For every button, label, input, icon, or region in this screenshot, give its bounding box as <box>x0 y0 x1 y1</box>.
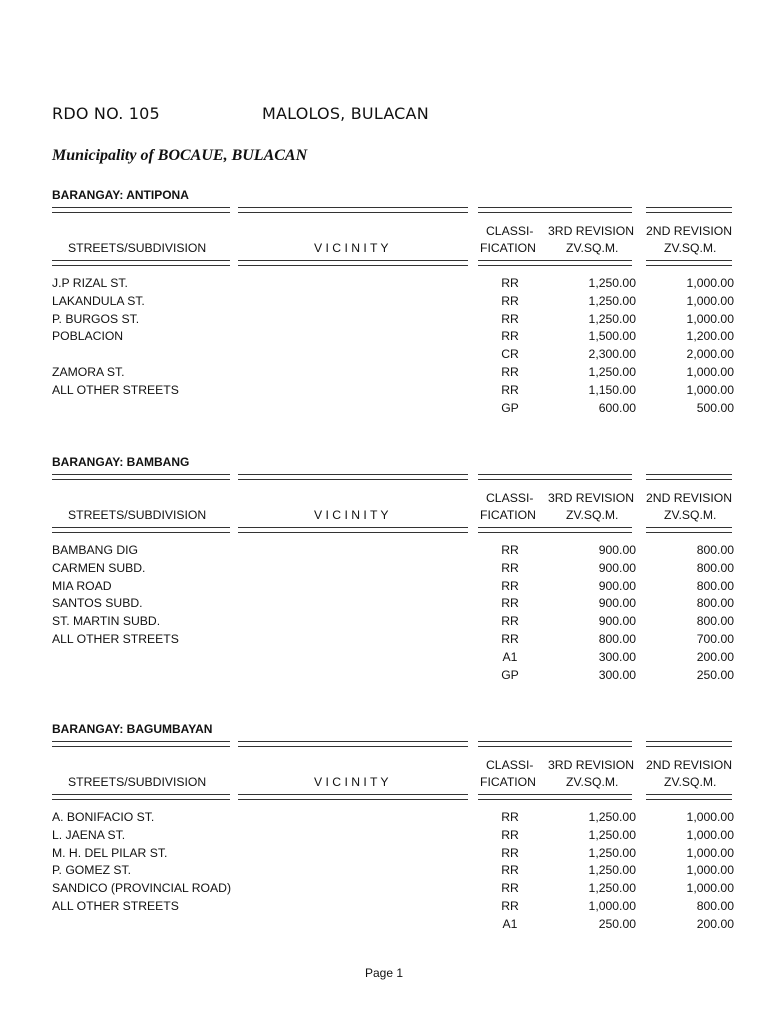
second-revision-value: 1,000.00 <box>686 276 734 290</box>
street-name: CARMEN SUBD. <box>52 560 146 575</box>
third-revision-value: 1,250.00 <box>588 863 636 878</box>
classification: RR <box>501 881 519 896</box>
classification: GP <box>501 400 519 415</box>
second-revision-value: 1,000.00 <box>686 365 734 379</box>
separator-line <box>52 527 742 541</box>
table-row <box>0 614 768 632</box>
street-name: ALL OTHER STREETS <box>52 382 179 397</box>
column-header-3rd-bottom: ZV.SQ.M. <box>566 241 619 255</box>
second-revision-value: 800.00 <box>696 578 734 593</box>
separator-line <box>52 794 742 808</box>
column-header-3rd-bottom: ZV.SQ.M. <box>566 775 619 789</box>
classification: RR <box>501 614 519 629</box>
third-revision-value: 1,500.00 <box>588 329 636 344</box>
second-revision-value: 1,000.00 <box>686 827 734 842</box>
third-revision-value: 1,250.00 <box>588 276 636 290</box>
column-header-2nd-bottom: ZV.SQ.M. <box>664 775 717 789</box>
second-revision-value: 800.00 <box>696 596 734 611</box>
second-revision-value: 1,000.00 <box>686 382 734 397</box>
second-revision-value: 1,000.00 <box>686 863 734 878</box>
street-name: MIA ROAD <box>52 578 112 593</box>
column-header-class-top: CLASSI- <box>486 224 534 238</box>
table-row <box>0 846 768 864</box>
second-revision-value: 800.00 <box>696 614 734 629</box>
street-name: P. GOMEZ ST. <box>52 863 132 878</box>
column-header-vicinity: V I C I N I T Y <box>314 775 389 789</box>
second-revision-value: 1,000.00 <box>686 311 734 326</box>
street-name: L. JAENA ST. <box>52 827 126 842</box>
second-revision-value: 200.00 <box>696 649 734 664</box>
second-revision-value: 1,000.00 <box>686 293 734 308</box>
street-name: ALL OTHER STREETS <box>52 899 179 913</box>
table-row <box>0 668 768 686</box>
column-header-2nd-top: 2ND REVISION <box>646 491 733 505</box>
third-revision-value: 300.00 <box>598 649 636 664</box>
classification: RR <box>501 276 519 290</box>
table-row <box>0 294 768 312</box>
table-row <box>0 579 768 597</box>
classification: RR <box>501 382 519 397</box>
table-row <box>0 596 768 614</box>
column-header-vicinity: V I C I N I T Y <box>314 241 389 255</box>
street-name: J.P RIZAL ST. <box>52 276 128 290</box>
table-row <box>0 561 768 579</box>
separator-line <box>52 207 742 221</box>
street-name: P. BURGOS ST. <box>52 311 140 326</box>
classification: RR <box>501 863 519 878</box>
column-header-2nd-bottom: ZV.SQ.M. <box>664 508 717 522</box>
column-header-3rd-top: 3RD REVISION <box>548 758 635 772</box>
table-row <box>0 347 768 365</box>
column-header-vicinity: V I C I N I T Y <box>314 508 389 522</box>
third-revision-value: 900.00 <box>598 596 636 611</box>
rdo-number: RDO NO. 105 <box>52 104 160 123</box>
page-number: Page 1 <box>364 966 404 980</box>
third-revision-value: 900.00 <box>598 543 636 557</box>
barangay-title: BARANGAY: BAMBANG <box>52 455 190 469</box>
second-revision-value: 250.00 <box>696 667 734 682</box>
column-header-2nd-bottom: ZV.SQ.M. <box>664 241 717 255</box>
classification: RR <box>501 899 519 913</box>
separator-line <box>52 741 742 755</box>
second-revision-value: 800.00 <box>696 899 734 913</box>
third-revision-value: 900.00 <box>598 560 636 575</box>
street-name: POBLACION <box>52 329 124 344</box>
classification: RR <box>501 329 519 344</box>
table-row <box>0 881 768 899</box>
street-name: M. H. DEL PILAR ST. <box>52 845 168 860</box>
table-row <box>0 632 768 650</box>
third-revision-value: 1,250.00 <box>588 827 636 842</box>
classification: RR <box>501 845 519 860</box>
second-revision-value: 800.00 <box>696 560 734 575</box>
table-row <box>0 401 768 419</box>
column-header-class-bottom: FICATION <box>480 508 536 522</box>
column-header-streets: STREETS/SUBDIVISION <box>68 508 207 522</box>
street-name: ST. MARTIN SUBD. <box>52 614 161 629</box>
column-header-class-bottom: FICATION <box>480 241 536 255</box>
municipality-title: Municipality of BOCAUE, BULACAN <box>52 147 308 164</box>
third-revision-value: 300.00 <box>598 667 636 682</box>
second-revision-value: 1,200.00 <box>686 329 734 344</box>
classification: RR <box>501 365 519 379</box>
street-name: BAMBANG DIG <box>52 543 139 557</box>
classification: RR <box>501 632 519 646</box>
table-row <box>0 365 768 383</box>
third-revision-value: 1,150.00 <box>588 382 636 397</box>
second-revision-value: 700.00 <box>696 632 734 646</box>
separator-line <box>52 474 742 488</box>
classification: RR <box>501 311 519 326</box>
classification: A1 <box>502 649 518 664</box>
third-revision-value: 900.00 <box>598 578 636 593</box>
second-revision-value: 500.00 <box>696 400 734 415</box>
separator-line <box>52 260 742 274</box>
third-revision-value: 1,250.00 <box>588 365 636 379</box>
third-revision-value: 800.00 <box>598 632 636 646</box>
column-header-2nd-top: 2ND REVISION <box>646 224 733 238</box>
third-revision-value: 250.00 <box>598 916 636 931</box>
classification: GP <box>501 667 519 682</box>
second-revision-value: 800.00 <box>696 543 734 557</box>
table-row <box>0 863 768 881</box>
column-header-class-top: CLASSI- <box>486 758 534 772</box>
classification: CR <box>501 347 519 362</box>
street-name: LAKANDULA ST. <box>52 293 145 308</box>
third-revision-value: 1,250.00 <box>588 293 636 308</box>
classification: RR <box>501 827 519 842</box>
third-revision-value: 600.00 <box>598 400 636 415</box>
third-revision-value: 1,250.00 <box>588 311 636 326</box>
second-revision-value: 200.00 <box>696 916 734 931</box>
table-row <box>0 312 768 330</box>
street-name: ALL OTHER STREETS <box>52 632 179 646</box>
column-header-class-top: CLASSI- <box>486 491 534 505</box>
classification: RR <box>501 560 519 575</box>
column-header-2nd-top: 2ND REVISION <box>646 758 733 772</box>
second-revision-value: 1,000.00 <box>686 881 734 896</box>
document-header <box>52 104 429 123</box>
third-revision-value: 900.00 <box>598 614 636 629</box>
table-row <box>0 543 768 561</box>
column-header-3rd-bottom: ZV.SQ.M. <box>566 508 619 522</box>
street-name: A. BONIFACIO ST. <box>52 810 155 824</box>
street-name: SANDICO (PROVINCIAL ROAD) <box>52 881 231 896</box>
second-revision-value: 1,000.00 <box>686 810 734 824</box>
table-row <box>0 810 768 828</box>
street-name: SANTOS SUBD. <box>52 596 143 611</box>
third-revision-value: 2,300.00 <box>588 347 636 362</box>
third-revision-value: 1,250.00 <box>588 810 636 824</box>
second-revision-value: 1,000.00 <box>686 845 734 860</box>
classification: RR <box>501 543 519 557</box>
classification: RR <box>501 596 519 611</box>
classification: RR <box>501 810 519 824</box>
rdo-city: MALOLOS, BULACAN <box>262 104 429 123</box>
table-row <box>0 828 768 846</box>
classification: RR <box>501 578 519 593</box>
street-name: ZAMORA ST. <box>52 365 125 379</box>
third-revision-value: 1,000.00 <box>588 899 636 913</box>
third-revision-value: 1,250.00 <box>588 845 636 860</box>
classification: RR <box>501 293 519 308</box>
column-header-class-bottom: FICATION <box>480 775 536 789</box>
second-revision-value: 2,000.00 <box>686 347 734 362</box>
table-row <box>0 383 768 401</box>
column-header-3rd-top: 3RD REVISION <box>548 224 635 238</box>
column-header-streets: STREETS/SUBDIVISION <box>68 241 207 255</box>
column-header-3rd-top: 3RD REVISION <box>548 491 635 505</box>
column-header-streets: STREETS/SUBDIVISION <box>68 775 207 789</box>
table-row <box>0 276 768 294</box>
third-revision-value: 1,250.00 <box>588 881 636 896</box>
table-row <box>0 917 768 935</box>
table-row <box>0 899 768 917</box>
classification: A1 <box>502 916 518 931</box>
table-row <box>0 650 768 668</box>
table-row <box>0 329 768 347</box>
barangay-title: BARANGAY: BAGUMBAYAN <box>52 722 213 736</box>
barangay-title: BARANGAY: ANTIPONA <box>52 188 189 202</box>
